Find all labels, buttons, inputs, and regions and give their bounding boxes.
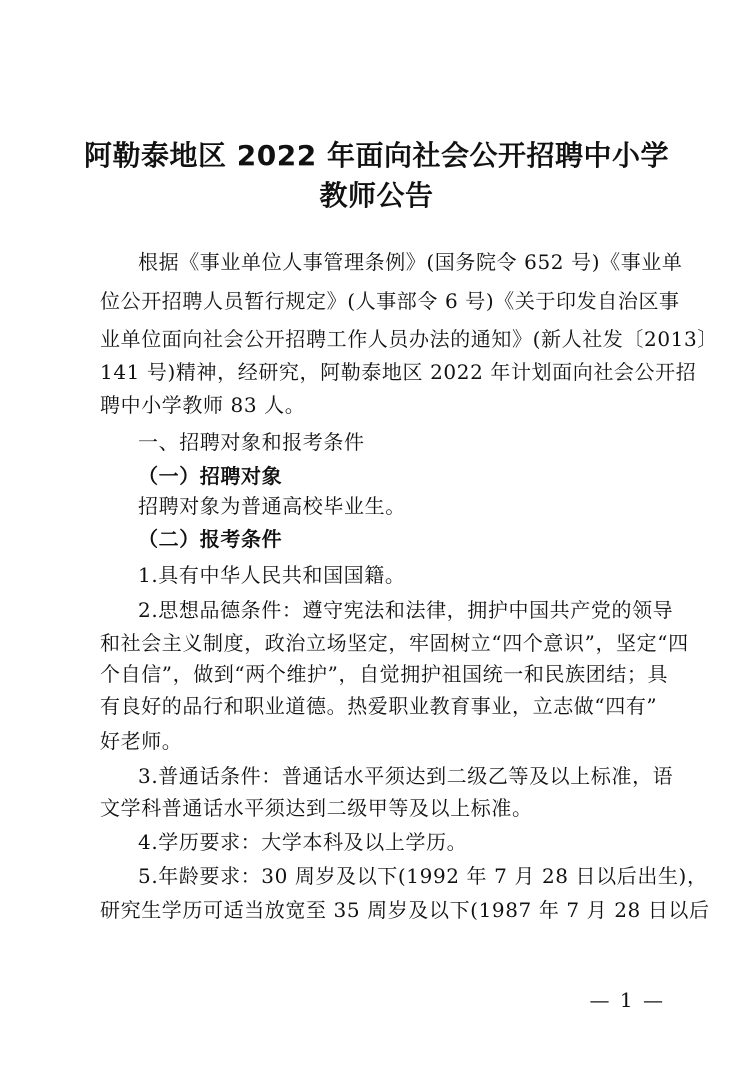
intro-line-2: 位公开招聘人员暂行规定》(人事部令 6 号)《关于印发自治区事	[100, 289, 680, 313]
intro-line-1: 根据《事业单位人事管理条例》(国务院令 652 号)《事业单	[138, 250, 683, 274]
condition-item-2-line-3: 个自信”，做到“两个维护”，自觉拥护祖国统一和民族团结；具	[100, 662, 669, 686]
intro-line-3: 业单位面向社会公开招聘工作人员办法的通知》(新人社发〔2013〕	[100, 327, 718, 351]
document-title-line-2: 教师公告	[319, 179, 434, 212]
condition-item-5-line-2: 研究生学历可适当放宽至 35 周岁及以下(1987 年 7 月 28 日以后	[100, 898, 710, 922]
condition-item-2-line-4: 有良好的品行和职业道德。热爱职业教育事业，立志做“四有”	[100, 694, 658, 718]
subsection-1-text: 招聘对象为普通高校毕业生。	[138, 494, 406, 518]
condition-item-3-line-1: 3.普通话条件：普通话水平须达到二级乙等及以上标准，语	[138, 764, 674, 788]
condition-item-2-line-5: 好老师。	[100, 729, 183, 753]
condition-item-2-line-1: 2.思想品德条件：遵守宪法和法律，拥护中国共产党的领导	[138, 598, 674, 622]
intro-line-5: 聘中小学教师 83 人。	[100, 393, 306, 417]
section-1-heading: 一、招聘对象和报考条件	[138, 430, 365, 454]
subsection-1-heading: （一）招聘对象	[138, 464, 283, 488]
condition-item-3-line-2: 文学科普通话水平须达到二级甲等及以上标准。	[100, 796, 533, 820]
subsection-2-heading: （二）报考条件	[138, 527, 283, 551]
condition-item-1: 1.具有中华人民共和国国籍。	[138, 563, 406, 587]
condition-item-2-line-2: 和社会主义制度，政治立场坚定，牢固树立“四个意识”，坚定“四	[100, 631, 689, 655]
document-title-line-1: 阿勒泰地区 2022 年面向社会公开招聘中小学	[84, 139, 669, 172]
page-number: — 1 —	[589, 988, 665, 1012]
intro-line-4: 141 号)精神，经研究，阿勒泰地区 2022 年计划面向社会公开招	[100, 360, 697, 384]
condition-item-5-line-1: 5.年龄要求：30 周岁及以下(1992 年 7 月 28 日以后出生)，	[138, 864, 708, 888]
condition-item-4: 4.学历要求：大学本科及以上学历。	[138, 830, 468, 854]
